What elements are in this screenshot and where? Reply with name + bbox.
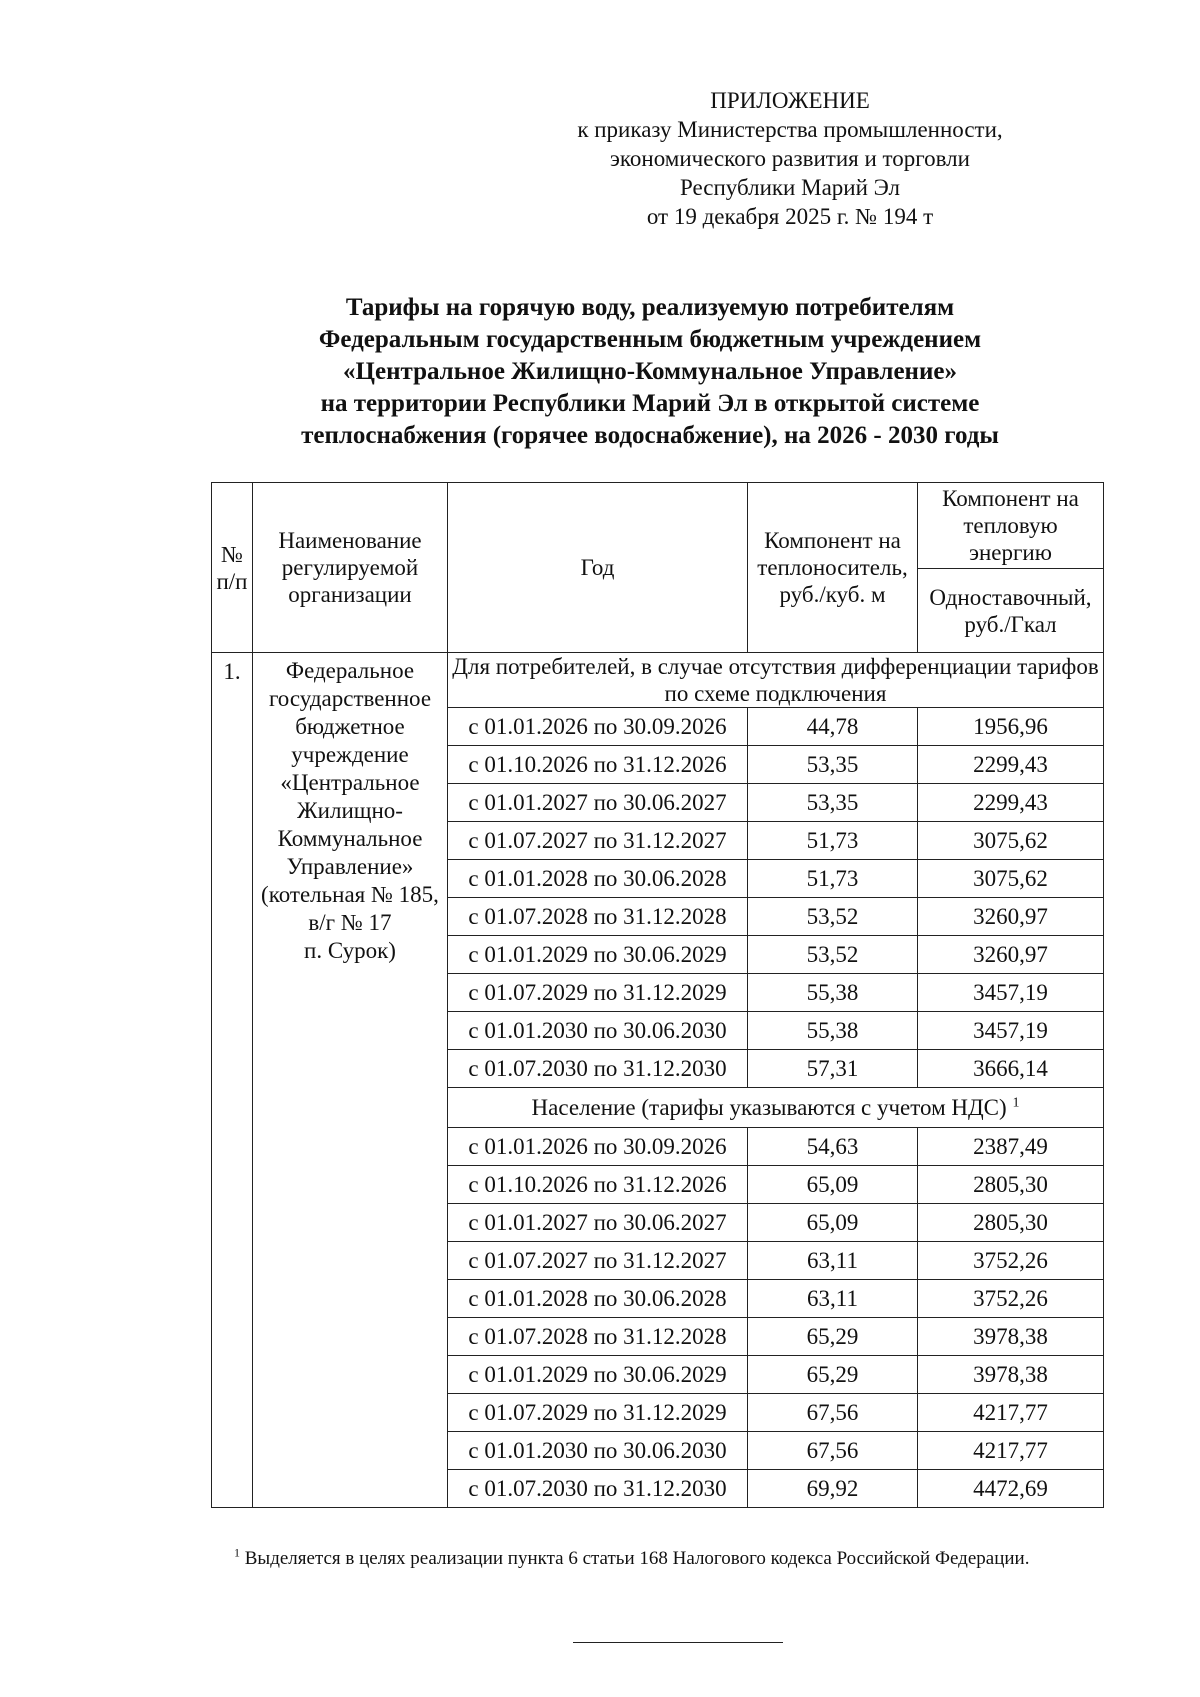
period-cell: с 01.01.2029 по 30.06.2029 [448,1356,748,1394]
carrier-value-cell: 51,73 [748,822,918,860]
footnote-reference: 1 [1012,1095,1020,1111]
appendix-line: Республики Марий Эл [679,175,901,200]
period-cell: с 01.01.2028 по 30.06.2028 [448,1280,748,1318]
period-cell: с 01.07.2028 по 31.12.2028 [448,1318,748,1356]
energy-value-cell: 2299,43 [918,746,1104,784]
period-cell: с 01.07.2028 по 31.12.2028 [448,898,748,936]
organization-name-line: Федеральное [285,658,415,683]
energy-value-cell: 3457,19 [918,974,1104,1012]
carrier-value-cell: 67,56 [748,1394,918,1432]
organization-name-line: бюджетное [295,714,405,739]
period-cell: с 01.01.2026 по 30.09.2026 [448,1128,748,1166]
period-cell: с 01.07.2030 по 31.12.2030 [448,1050,748,1088]
footnote [234,1545,1030,1570]
organization-name-line: п. Сурок) [304,938,396,963]
header-energy-sub: Одноставочный, руб./Гкал [918,569,1104,653]
period-cell: с 01.07.2029 по 31.12.2029 [448,974,748,1012]
period-cell: с 01.10.2026 по 31.12.2026 [448,1166,748,1204]
carrier-value-cell: 65,29 [748,1356,918,1394]
organization-name-line: (котельная № 185, [261,882,439,907]
energy-value-cell: 4217,77 [918,1432,1104,1470]
carrier-value-cell: 65,09 [748,1166,918,1204]
header-carrier: Компонент на теплоноситель, руб./куб. м [748,483,918,653]
document-title [180,292,1120,452]
organization-name-line: Управление» [286,854,414,879]
header-num: № п/п [212,483,253,653]
period-cell: с 01.07.2027 по 31.12.2027 [448,822,748,860]
carrier-value-cell: 55,38 [748,974,918,1012]
carrier-value-cell: 55,38 [748,1012,918,1050]
carrier-value-cell: 67,56 [748,1432,918,1470]
energy-value-cell: 2299,43 [918,784,1104,822]
title-line: теплоснабжения (горячее водоснабжение), на 2026 - 2030 годы [301,422,999,449]
energy-value-cell: 3978,38 [918,1356,1104,1394]
carrier-value-cell: 57,31 [748,1050,918,1088]
period-cell: с 01.07.2030 по 31.12.2030 [448,1470,748,1508]
period-cell: с 01.01.2028 по 30.06.2028 [448,860,748,898]
carrier-value-cell: 65,09 [748,1204,918,1242]
section-population-label [448,1088,1104,1128]
section-row [212,653,1104,708]
energy-value-cell: 4217,77 [918,1394,1104,1432]
appendix-date-line: от 19 декабря 2025 г. № 194 т [646,204,934,229]
section-consumers-label: Для потребителей, в случае отсутствия дифференциации тарифов по схеме подключения [448,653,1104,708]
period-cell: с 01.01.2027 по 30.06.2027 [448,1204,748,1242]
title-line: «Центральное Жилищно-Коммунальное Управление» [343,358,957,385]
energy-value-cell: 3075,62 [918,822,1104,860]
footnote-text: Выделяется в целях реализации пункта 6 статьи 168 Налогового кодекса Российской Федерации. [244,1548,1030,1569]
organization-name-line: учреждение [291,742,409,767]
header-year: Год [448,483,748,653]
energy-value-cell: 1956,96 [918,708,1104,746]
organization-name-line: в/г № 17 [308,910,392,935]
carrier-value-cell: 53,35 [748,784,918,822]
energy-value-cell: 3260,97 [918,898,1104,936]
period-cell: с 01.10.2026 по 31.12.2026 [448,746,748,784]
carrier-value-cell: 44,78 [748,708,918,746]
bottom-rule [573,1642,783,1643]
appendix-block [540,86,1040,231]
period-cell: с 01.07.2027 по 31.12.2027 [448,1242,748,1280]
carrier-value-cell: 51,73 [748,860,918,898]
period-cell: с 01.01.2029 по 30.06.2029 [448,936,748,974]
appendix-heading: ПРИЛОЖЕНИЕ [710,88,870,113]
period-cell: с 01.01.2026 по 30.09.2026 [448,708,748,746]
energy-value-cell: 2387,49 [918,1128,1104,1166]
appendix-line: к приказу Министерства промышленности, [577,117,1003,142]
energy-value-cell: 3666,14 [918,1050,1104,1088]
carrier-value-cell: 53,52 [748,898,918,936]
carrier-value-cell: 53,35 [748,746,918,784]
title-line: Федеральным государственным бюджетным учреждением [318,326,982,353]
energy-value-cell: 3978,38 [918,1318,1104,1356]
title-line: Тарифы на горячую воду, реализуемую потребителям [345,294,955,321]
energy-value-cell: 3457,19 [918,1012,1104,1050]
carrier-value-cell: 63,11 [748,1242,918,1280]
footnote-mark: 1 [234,1545,240,1560]
period-cell: с 01.07.2029 по 31.12.2029 [448,1394,748,1432]
carrier-value-cell: 53,52 [748,936,918,974]
energy-value-cell: 4472,69 [918,1470,1104,1508]
organization-name-line: Жилищно- [297,798,403,823]
energy-value-cell: 2805,30 [918,1166,1104,1204]
period-cell: с 01.01.2027 по 30.06.2027 [448,784,748,822]
energy-value-cell: 3752,26 [918,1280,1104,1318]
organization-name-line: Коммунальное [277,826,423,851]
energy-value-cell: 2805,30 [918,1204,1104,1242]
header-row [212,483,1104,569]
header-org: Наименование регулируемой организации [253,483,448,653]
energy-value-cell: 3260,97 [918,936,1104,974]
section-population-text: Население (тарифы указываются с учетом НДС) [531,1095,1007,1120]
tariff-table [211,482,1104,1508]
period-cell: с 01.01.2030 по 30.06.2030 [448,1012,748,1050]
organization-name-line: «Центральное [280,770,420,795]
carrier-value-cell: 69,92 [748,1470,918,1508]
row-number: 1. [212,653,253,1508]
carrier-value-cell: 65,29 [748,1318,918,1356]
header-energy: Компонент на тепловую энергию [918,483,1104,569]
title-line: на территории Республики Марий Эл в открытой системе [320,390,980,417]
period-cell: с 01.01.2030 по 30.06.2030 [448,1432,748,1470]
energy-value-cell: 3752,26 [918,1242,1104,1280]
appendix-line: экономического развития и торговли [610,146,970,171]
organization-name-line: государственное [268,686,432,711]
carrier-value-cell: 63,11 [748,1280,918,1318]
carrier-value-cell: 54,63 [748,1128,918,1166]
organization-name [253,653,448,1508]
energy-value-cell: 3075,62 [918,860,1104,898]
